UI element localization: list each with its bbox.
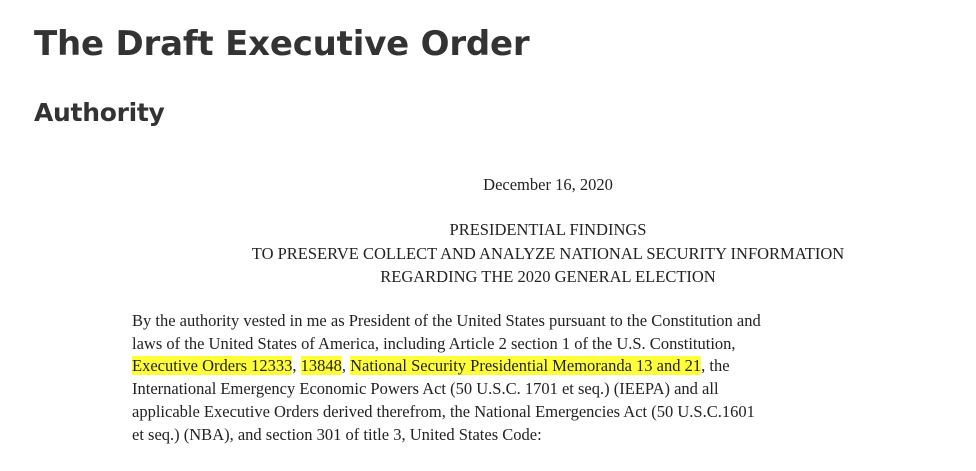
body-line-highlighted <box>132 355 922 378</box>
body-line: laws of the United States of America, including Article 2 section 1 of the U.S. Constitution, <box>132 333 736 353</box>
document-heading-line: PRESIDENTIAL FINDINGS <box>449 220 647 239</box>
page-title: The Draft Executive Order <box>34 24 530 64</box>
highlight-nspm: National Security Presidential Memoranda 13 and 21 <box>350 356 702 376</box>
document-body <box>132 310 922 446</box>
section-heading-authority: Authority <box>34 98 165 127</box>
document-heading-line: REGARDING THE 2020 GENERAL ELECTION <box>380 267 716 286</box>
highlight-executive-orders: Executive Orders 12333 <box>132 356 293 376</box>
separator-text: , <box>341 356 351 376</box>
separator-text: , <box>292 356 301 376</box>
document-heading <box>0 218 976 289</box>
document-heading-line: TO PRESERVE COLLECT AND ANALYZE NATIONAL SECURITY INFORMATION <box>251 243 845 263</box>
highlight-eo-13848: 13848 <box>300 356 342 376</box>
body-line: By the authority vested in me as President of the United States pursuant to the Constitution and <box>132 311 761 330</box>
body-line: International Emergency Economic Powers Act (50 U.S.C. 1701 et seq.) (IEEPA) and all <box>132 379 719 399</box>
line-tail-text: , the <box>701 356 730 376</box>
document-date: December 16, 2020 <box>483 175 613 194</box>
body-line: applicable Executive Orders derived therefrom, the National Emergencies Act (50 U.S.C.1601 <box>132 401 755 421</box>
body-line: et seq.) (NBA), and section 301 of title 3, United States Code: <box>132 424 542 444</box>
